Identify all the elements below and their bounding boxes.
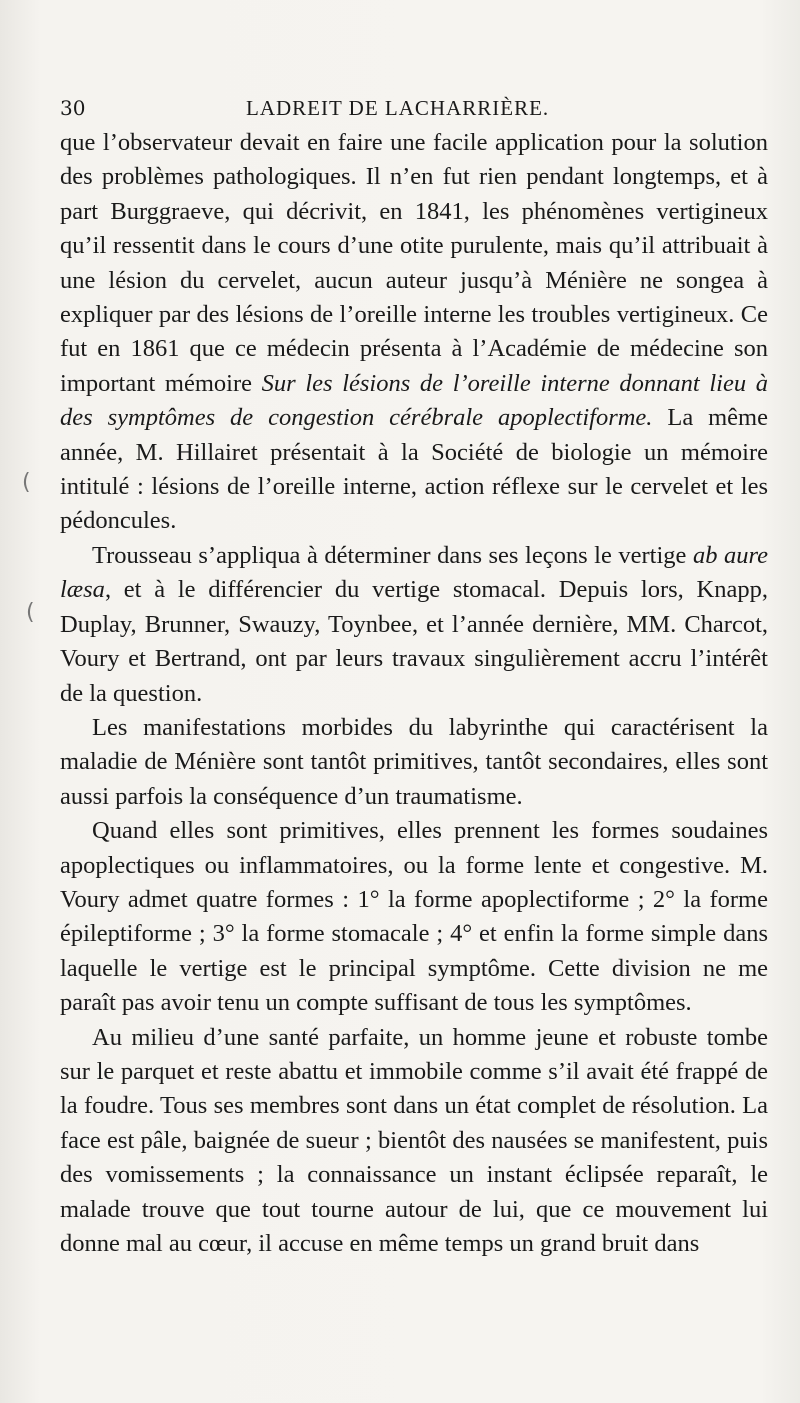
paragraph	[60, 126, 768, 539]
margin-pencil-mark: (	[26, 600, 35, 625]
paragraph	[60, 814, 768, 1020]
paragraph-text: Les manifestations morbides du labyrinthe qui caractérisent la maladie de Ménière sont tantôt primitives, tantôt secondaires, elles sont aussi parfois la conséquence d’un traumatisme.	[60, 713, 768, 810]
page-number: 30	[60, 96, 86, 120]
margin-pencil-mark: (	[22, 470, 31, 495]
paragraph-text: Au milieu d’une santé parfaite, un homme jeune et robuste tombe sur le parquet et reste abattu et immobile comme s’il avait été frappé de la foudre. Tous ses membres sont dans un état complet de résolution. La face est pâle, baignée de sueur ; bientôt des nausées se manifestent, puis des vomissements ; la connaissance un instant éclipsée reparaît, le malade trouve que tout tourne autour de lui, que ce mouvement lui donne mal au cœur, il accuse en même temps un grand bruit dans	[60, 1023, 768, 1257]
body-text	[60, 126, 768, 1261]
italic-text: Sur les lésions de l’oreille interne donnant lieu à des symptômes de congestion cérébrale apoplectiforme.	[60, 369, 769, 432]
italic-text: ab aure læsa	[60, 541, 769, 604]
paragraph	[60, 539, 768, 711]
paragraph-text: La même année, M. Hillairet présentait à la Société de biologie un mémoire intitulé : lésions de l’oreille interne, action réflexe sur le cervelet et les pédoncules.	[60, 404, 768, 535]
paragraph-text: Trousseau s’appliqua à déterminer dans ses leçons le vertige	[92, 541, 693, 569]
paragraph	[60, 711, 768, 814]
running-title: LADREIT DE LACHARRIÈRE.	[246, 96, 550, 120]
paragraph	[60, 1021, 768, 1262]
paragraph-text: Quand elles sont primitives, elles prennent les formes soudaines apoplectiques ou inflammatoires, ou la forme lente et congestive. M. Voury admet quatre formes : 1° la forme apoplectiforme ; 2° la forme épileptiforme ; 3° la forme stomacale ; 4° et enfin la forme simple dans laquelle le vertige est le principal symptôme. Cette division ne me paraît pas avoir tenu un compte suffisant de tous les symptômes.	[60, 817, 768, 1017]
paragraph-text: , et à le différencier du vertige stomacal. Depuis lors, Knapp, Duplay, Brunner, Swauzy, Toynbee, et l’année dernière, MM. Charcot, Voury et Bertrand, ont par leurs travaux singulièrement accru l’intérêt de la question.	[60, 576, 768, 707]
page-header	[60, 96, 760, 126]
paragraph-text: que l’observateur devait en faire une facile application pour la solution des problèmes pathologiques. Il n’en fut rien pendant longtemps, et à part Burggraeve, qui décrivit, en 1841, les phénomènes vertigineux qu’il ressentit dans le cours d’une otite purulente, mais qu’il attribuait à une lésion du cervelet, aucun auteur jusqu’à Ménière ne songea à expliquer par des lésions de l’oreille interne les troubles vertigineux. Ce fut en 1861 que ce médecin présenta à l’Académie de médecine son important mémoire	[60, 129, 768, 397]
